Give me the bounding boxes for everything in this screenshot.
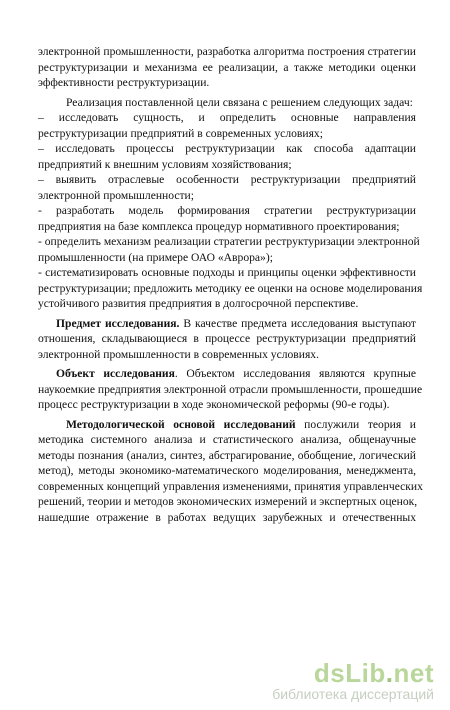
subject-heading: Предмет исследования. [56, 316, 180, 330]
task-item: – исследовать процессы реструктуризации как способа адаптации [38, 142, 416, 155]
task-item: - разработать модель формирования стратегии реструктуризации [38, 204, 416, 217]
text-line: Реализация поставленной цели связана с решением следующих задач: [66, 95, 413, 109]
text-line: методика системного анализа и статистического анализа, общенаучные [38, 433, 416, 446]
document-page [38, 44, 423, 525]
subject-text: В качестве предмета исследования выступают [179, 316, 416, 330]
method-text: послужили теория и [295, 417, 416, 431]
text-line: промышленности (на примере ОАО «Аврора»); [38, 250, 273, 264]
task-item: – выявить отраслевые особенности реструктуризации предприятий [38, 173, 416, 186]
task-item: - систематизировать основные подходы и принципы оценки эффективности [38, 266, 416, 279]
object-heading: Объект исследования [56, 367, 175, 380]
subject-paragraph-first-line [38, 316, 416, 332]
text-line: эффективности реструктуризации. [38, 76, 210, 89]
text-line: предприятий к внешним условиям хозяйствования; [38, 157, 292, 171]
method-heading: Методологической основой исследований [66, 417, 296, 431]
text-line: решений, теории и методов экономических измерений и экспертных оценок, [38, 495, 418, 508]
dslib-watermark [272, 660, 434, 702]
text-line: метод), методы экономико-математического моделирования, менеджмента, [38, 464, 416, 477]
dslib-logo: dsLib.net [313, 658, 434, 688]
text-line: электронной промышленности; [38, 188, 194, 202]
text-line: устойчивого развития предприятия в долгосрочной перспективе. [38, 297, 359, 310]
text-line: методы познания (анализ, синтез, абстрагирование, обобщение, логический [38, 448, 416, 462]
object-paragraph-first-line [38, 366, 416, 382]
object-text: . Объектом исследования являются крупные [174, 367, 416, 380]
text-line: процесс реструктуризации в ходе экономической реформы (90-е годы). [38, 398, 390, 411]
text-line: реструктуризации предприятий в современных условиях; [38, 126, 323, 140]
text-line: электронной промышленности, разработка алгоритма построения стратегии [38, 45, 416, 58]
task-item: – исследовать сущность, и определить основные направления [38, 111, 416, 124]
watermark-subtitle: библиотека диссертаций [272, 686, 434, 702]
text-line: предприятия на базе комплекса процедур нормативного проектирования; [38, 219, 400, 233]
method-paragraph-first-line [38, 417, 416, 433]
text-line: наукоемкие предприятия электронной отрасли промышленности, прошедшие [38, 382, 423, 396]
task-item: - определить механизм реализации стратегии реструктуризации электронной [38, 235, 420, 248]
text-line: реструктуризации и механизма ее реализации, а также методики оценки [38, 60, 416, 74]
text-line: нашедшие отражение в работах ведущих зарубежных и отечественных [38, 510, 416, 524]
text-line: электронной промышленности в современных условиях. [38, 347, 320, 361]
text-line: отношения, складывающиеся в процессе реструктуризации предприятий [38, 332, 416, 345]
text-line: реструктуризации; предложить методику ее оценки на основе моделирования [38, 281, 423, 295]
text-line: современных концепций управления изменениями, принятия управленческих [38, 479, 423, 493]
